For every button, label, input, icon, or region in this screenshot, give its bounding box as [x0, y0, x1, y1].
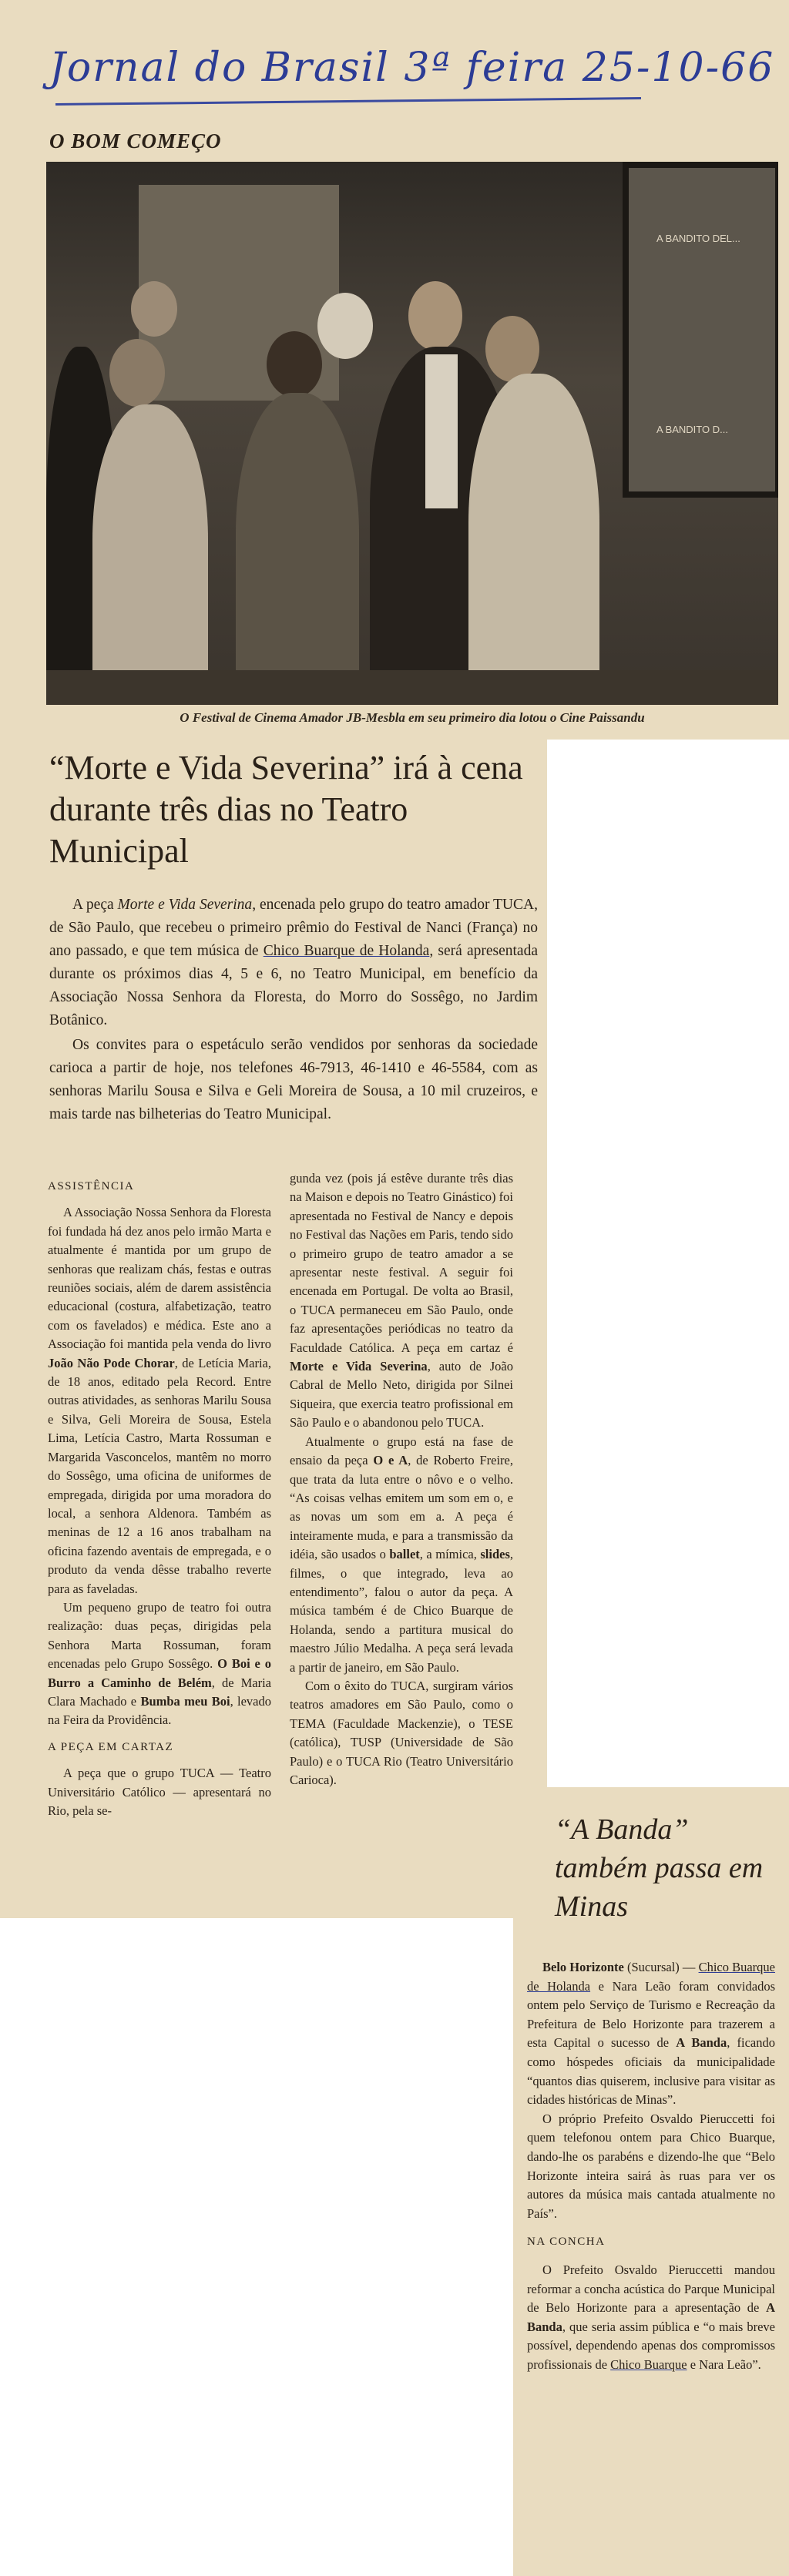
lead-paragraph	[49, 894, 538, 1032]
text-run: A peça	[72, 897, 118, 913]
subhead-assistencia: ASSISTÊNCIA	[48, 1180, 135, 1192]
text-run: e Nara Leão foram convidados ontem pelo Serviço de Turismo e Recreação da Prefeitura de Belo Horizonte para trazerem a esta Capital o sucesso de	[527, 1978, 775, 2051]
subhead-concha: NA CONCHA	[527, 2236, 606, 2249]
photo-poster-text: A BANDITO D...	[656, 424, 728, 435]
photo-shirt	[425, 354, 458, 508]
photo-figure	[92, 404, 208, 705]
song-title: A Banda	[676, 2035, 727, 2051]
photo-figure	[468, 374, 599, 705]
photo-poster-window	[623, 162, 778, 498]
lead-paragraph: Os convites para o espetáculo serão vendidos por senhoras da sociedade carioca a partir de hoje, nos telefones 46-7913, 46-1410 e 46-5584, com as senhoras Marilu Sousa e Silva e Geli Moreira de Sousa, a 10 mil cruzeiros, e mais tarde nas bilheterias do Teatro Municipal.	[49, 1037, 538, 1122]
side-article-body	[527, 1958, 775, 2374]
text-run: , de Roberto Freire, que trata da luta entre o nôvo e o velho. “As coisas velhas emitem um som em o, e as novas um som em a. A peça é inteiramente muda, e para a transmissão da idéia, são usados o	[290, 1453, 513, 1562]
text-run: A Associação Nossa Senhora da Floresta foi fundada há dez anos pelo irmão Marta e atualmente é mantida por um grupo de senhoras que realizam chás, festas e outras reuniões sociais, além de darem assistência educacional (costura, alfabetização, teatro com os favelados) e médica. Este ano a Associação foi mantida pela venda do livro	[48, 1205, 271, 1352]
article-column-2	[290, 1169, 513, 1789]
handwritten-source-note: Jornal do Brasil 3ª feira 25-10-66	[49, 45, 775, 91]
text-run: gunda vez (pois já estêve durante três dias na Maison e depois no Teatro Ginástico) foi apresentada no Festival de Nancy e depois no Festival das Nações em Paris, tendo sido o primeiro grupo de teatro amador a se apresentar neste festival. A seguir foi encenada em Portugal. De volta ao Brasil, o TUCA permaneceu em São Paulo, onde faz apresentações periódicas no teatro da Faculdade Católica. A peça em cartaz é	[290, 1171, 513, 1355]
text-run: e Nara Leão”.	[687, 2356, 761, 2372]
underlined-name: Chico Buarque de Holanda	[527, 1960, 775, 1994]
body-paragraph	[48, 1203, 271, 1598]
text-run: , de Letícia Maria, de 18 anos, editado pela Record. Entre outras atividades, as senhoras Marilu Sousa e Silva, Geli Moreira de Sousa, Estela Lima, Letícia Castro, Marta Rossuman e Margarida Vasconcelos, mantêm no morro do Sossêgo, uma oficina de uniformes de empregada, dirigida por uma moradora do local, a senhora Aldenora. Também as meninas de 12 a 16 anos trabalham na oficina fazendo aventais de empregada, e o produto da venda dêsse trabalho reverte para as faveladas.	[48, 1355, 271, 1596]
text-run: , será apresentada durante os próximos dias 4, 5 e 6, no Teatro Municipal, em benefício da Associação Nossa Senhora da Floresta, do Morro do Sossêgo, no Jardim Botânico.	[49, 943, 538, 1028]
text-run: , que seria assim pública e “o mais breve possível, dependendo apenas dos compromissos profissionais de	[527, 2319, 775, 2372]
play-title: O Boi e o Burro a Caminho de Belém	[48, 1656, 272, 1690]
text-run: , levado na Feira da Providência.	[48, 1693, 272, 1728]
news-photo	[46, 162, 778, 705]
text-run: , a mímica,	[419, 1547, 481, 1562]
text-run: , auto de João Cabral de Mello Neto, dirigida por Silnei Siqueira, que exercia teatro profissional em São Paulo e o abandonou pelo TUCA.	[290, 1359, 513, 1431]
text-run: , ficando como hóspedes oficiais da municipalidade “quantos dias quiserem, inclusive para visitar as cidades históricas de Minas”.	[527, 2035, 775, 2108]
section-kicker: O BOM COMEÇO	[49, 129, 222, 153]
song-title: A Banda	[527, 2300, 775, 2334]
emphasis: ballet	[389, 1547, 420, 1562]
photo-figure-head	[131, 281, 177, 337]
photo-figure-head	[267, 331, 322, 397]
book-title: João Não Pode Chorar	[48, 1355, 175, 1370]
article-headline: “Morte e Vida Severina” irá à cena durante três dias no Teatro Municipal	[49, 749, 523, 870]
text-run: O Prefeito Osvaldo Pieruccetti mandou reformar a concha acústica do Parque Municipal de Belo Horizonte para a apresentação de	[527, 2262, 775, 2316]
body-paragraph: O próprio Prefeito Osvaldo Pieruccetti foi quem telefonou ontem para Chico Buarque, dando-lhe os parabéns e dizendo-lhe que “Belo Horizonte inteira sairá às ruas para ver os autores da música mais cantada atualmente no País”.	[527, 2111, 775, 2221]
text-run: (Sucursal) —	[623, 1960, 699, 1974]
play-title: Morte e Vida Severina	[117, 897, 253, 913]
text-run: , de Maria Clara Machado e	[48, 1675, 271, 1709]
photo-figure	[236, 393, 359, 705]
body-paragraph	[290, 1169, 513, 1433]
body-paragraph	[290, 1433, 513, 1677]
underlined-name: Chico Buarque	[610, 2356, 687, 2372]
emphasis: slides	[480, 1547, 510, 1562]
photo-figure-head	[485, 316, 539, 382]
play-title: O e A	[373, 1453, 408, 1468]
body-paragraph	[527, 2261, 775, 2375]
text-run: , filmes, o que integrado, leva ao entendimento”, falou o autor da peça. A música também é de Chico Buarque de Holanda, sendo a partitura musical do maestro Júlio Medalha. A peça será levada a partir de janeiro, em São Paulo.	[290, 1547, 514, 1675]
body-paragraph: A peça que o grupo TUCA — Teatro Universitário Católico — apresentará no Rio, pela se-	[48, 1766, 271, 1818]
body-paragraph	[48, 1598, 271, 1730]
photo-floor	[46, 670, 778, 705]
photo-figure-head	[317, 293, 373, 359]
photo-figure-head	[408, 281, 462, 351]
photo-poster-text: A BANDITO DEL...	[656, 233, 740, 244]
article-column-1	[48, 1169, 271, 1820]
play-title: Bumba meu Boi	[140, 1693, 230, 1709]
body-paragraph	[527, 1958, 775, 2110]
underlined-name: Chico Buarque de Holanda	[263, 943, 430, 959]
article-lead	[49, 894, 538, 1128]
text-run: Um pequeno grupo de teatro foi outra realização: duas peças, dirigidas pela Senhora Marta Rossuman, foram encenadas pelo Grupo Sossêgo.	[48, 1599, 271, 1672]
text-run: , encenada pelo grupo do teatro amador TUCA, de São Paulo, que recebeu o primeiro prêmio do Festival de Nanci (França) no ano passado, e que tem música de	[49, 897, 538, 959]
photo-figure-head	[109, 339, 165, 407]
photo-caption: O Festival de Cinema Amador JB-Mesbla em seu primeiro dia lotou o Cine Paissandu	[180, 710, 645, 725]
play-title: Morte e Vida Severina	[290, 1359, 428, 1374]
subhead-cartaz: A PEÇA EM CARTAZ	[48, 1740, 174, 1753]
dateline: Belo Horizonte	[542, 1960, 624, 1974]
side-article-headline: “A Banda” também passa em Minas	[555, 1813, 764, 1923]
text-run: Atualmente o grupo está na fase de ensaio da peça	[290, 1434, 513, 1468]
body-paragraph: Com o êxito do TUCA, surgiram vários teatros amadores em São Paulo, como o TEMA (Faculdade Mackenzie), o TESE (católica), TUSP (Universidade de São Paulo) e o TUCA Rio (Teatro Universitário Carioca).	[290, 1678, 513, 1787]
